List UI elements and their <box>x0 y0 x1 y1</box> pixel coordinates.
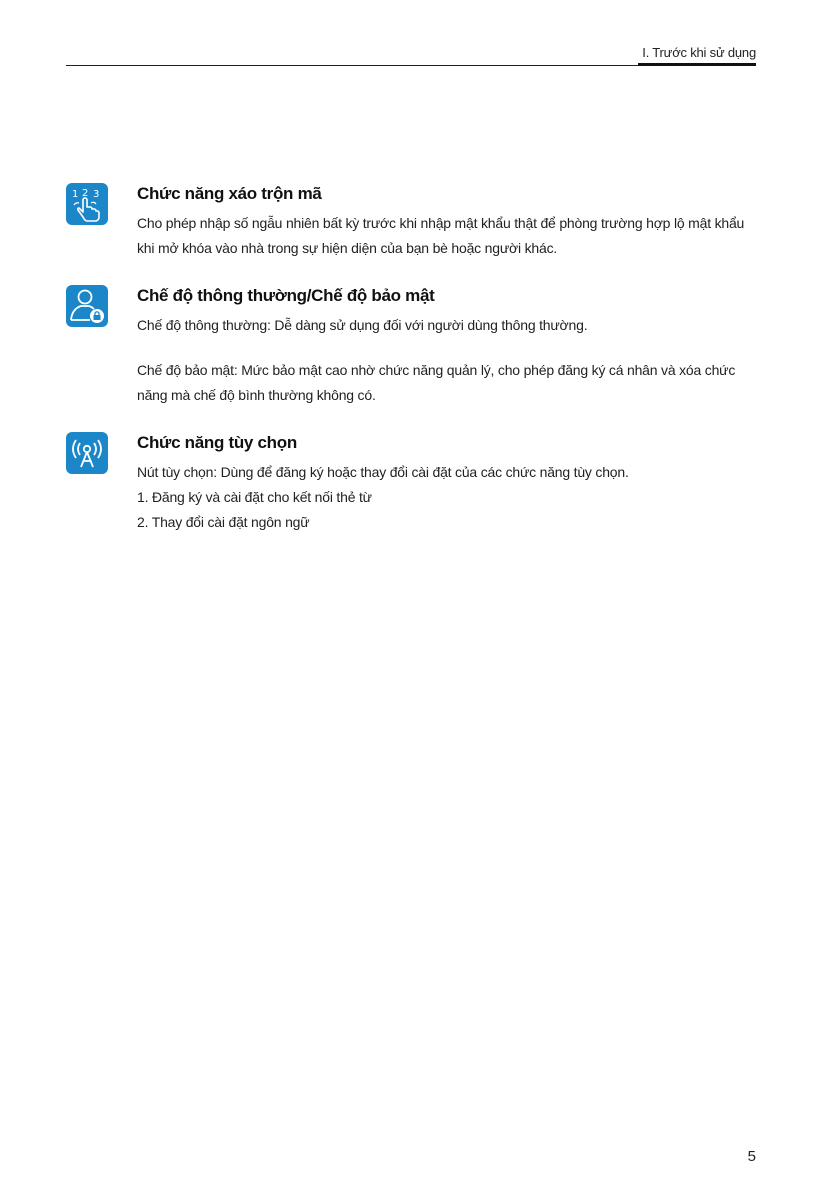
section-paragraph: Cho phép nhập số ngẫu nhiên bất kỳ trước khi nhập mật khẩu thật để phòng trường hợp lộ mật khẩu khi mở khóa vào nhà trong sự hiện diện của bạn bè hoặc người khác. <box>137 215 745 256</box>
header-title: I. Trước khi sử dụng <box>642 45 756 60</box>
list-item: 2. Thay đổi cài đặt ngôn ngữ <box>137 514 310 530</box>
section-content <box>137 285 757 408</box>
svg-text:1: 1 <box>72 189 79 200</box>
list-item: 1. Đăng ký và cài đặt cho kết nối thẻ từ <box>137 489 372 505</box>
section-title: Chức năng xáo trộn mã <box>137 184 322 203</box>
section-code-scramble <box>66 183 766 273</box>
user-lock-icon <box>66 285 108 327</box>
section-title: Chức năng tùy chọn <box>137 433 297 452</box>
section-paragraph: Chế độ thông thường: Dễ dàng sử dụng đối với người dùng thông thường. <box>137 317 588 333</box>
section-paragraph: Nút tùy chọn: Dùng để đăng ký hoặc thay đổi cài đặt của các chức năng tùy chọn. <box>137 464 629 480</box>
section-paragraph: Chế độ bảo mật: Mức bảo mật cao nhờ chức năng quản lý, cho phép đăng ký cá nhân và xóa chức năng mà chế độ bình thường không có. <box>137 362 736 403</box>
section-options <box>66 432 766 542</box>
section-content <box>137 183 757 261</box>
section-modes <box>66 285 766 415</box>
section-content <box>137 432 757 535</box>
header-accent-bar <box>638 63 756 66</box>
section-title: Chế độ thông thường/Chế độ bảo mật <box>137 286 435 305</box>
svg-text:3: 3 <box>93 189 100 200</box>
page-number: 5 <box>747 1148 756 1165</box>
svg-text:2: 2 <box>82 188 89 199</box>
wireless-signal-icon <box>66 432 108 474</box>
number-touch-icon <box>66 183 108 225</box>
